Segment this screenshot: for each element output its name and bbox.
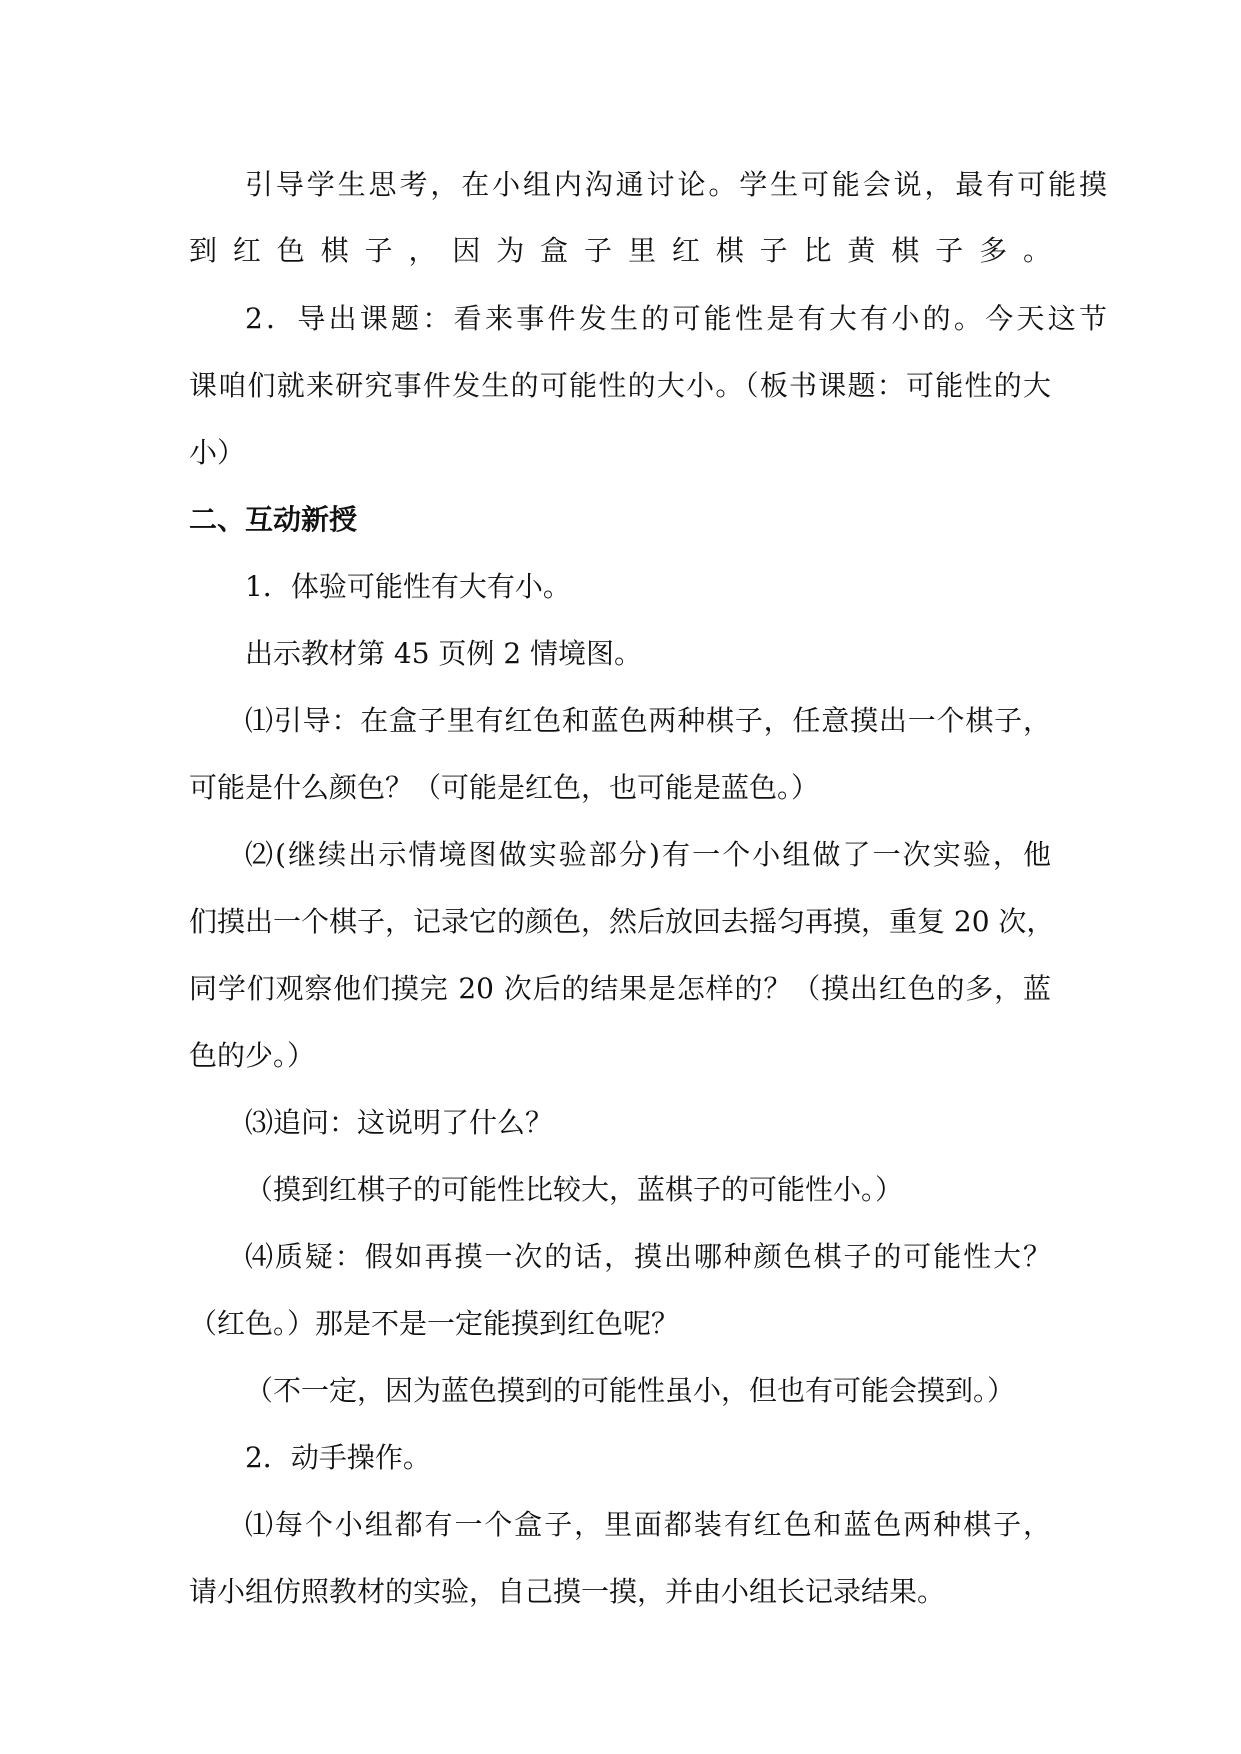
paragraph-line: ⑷质疑：假如再摸一次的话，摸出哪种颜色棋子的可能性大？	[245, 1240, 1051, 1273]
section-heading: 二、互动新授	[189, 503, 358, 536]
paragraph-line: 小）	[189, 436, 246, 469]
paragraph-line: （摸到红棋子的可能性比较大，蓝棋子的可能性小。）	[245, 1173, 904, 1206]
paragraph-line: 2．动手操作。	[245, 1441, 431, 1474]
paragraph-line: ⑶追问：这说明了什么？	[245, 1106, 554, 1139]
paragraph-line: 1．体验可能性有大有小。	[245, 570, 571, 603]
paragraph-line: ⑴引导：在盒子里有红色和蓝色两种棋子，任意摸出一个棋子，	[245, 704, 1051, 737]
paragraph-line: ⑵(继续出示情境图做实验部分)有一个小组做了一次实验，他	[245, 838, 1051, 871]
paragraph-line: （红色。）那是不是一定能摸到红色呢？	[189, 1307, 680, 1340]
paragraph-line: 2．导出课题：看来事件发生的可能性是有大有小的。今天这节	[245, 302, 1107, 335]
paragraph-line: 可能是什么颜色？（可能是红色，也可能是蓝色。）	[189, 771, 820, 804]
paragraph-line: 到红色棋子，因为盒子里红棋子比黄棋子多。	[189, 234, 1051, 267]
paragraph-line: ⑴每个小组都有一个盒子，里面都装有红色和蓝色两种棋子，	[245, 1508, 1051, 1541]
paragraph-line: 出示教材第 45 页例 2 情境图。	[245, 637, 643, 670]
paragraph-line: 们摸出一个棋子，记录它的颜色，然后放回去摇匀再摸，重复 20 次，	[189, 905, 1055, 938]
paragraph-line: 同学们观察他们摸完 20 次后的结果是怎样的？（摸出红色的多，蓝	[189, 972, 1051, 1005]
paragraph-line: 课咱们就来研究事件发生的可能性的大小。（板书课题：可能性的大	[189, 369, 1051, 402]
paragraph-line: 请小组仿照教材的实验，自己摸一摸，并由小组长记录结果。	[189, 1575, 946, 1608]
paragraph-line: （不一定，因为蓝色摸到的可能性虽小，但也有可能会摸到。）	[245, 1374, 1016, 1407]
paragraph-line: 引导学生思考，在小组内沟通讨论。学生可能会说，最有可能摸	[245, 168, 1107, 201]
paragraph-line: 色的少。）	[189, 1039, 316, 1072]
